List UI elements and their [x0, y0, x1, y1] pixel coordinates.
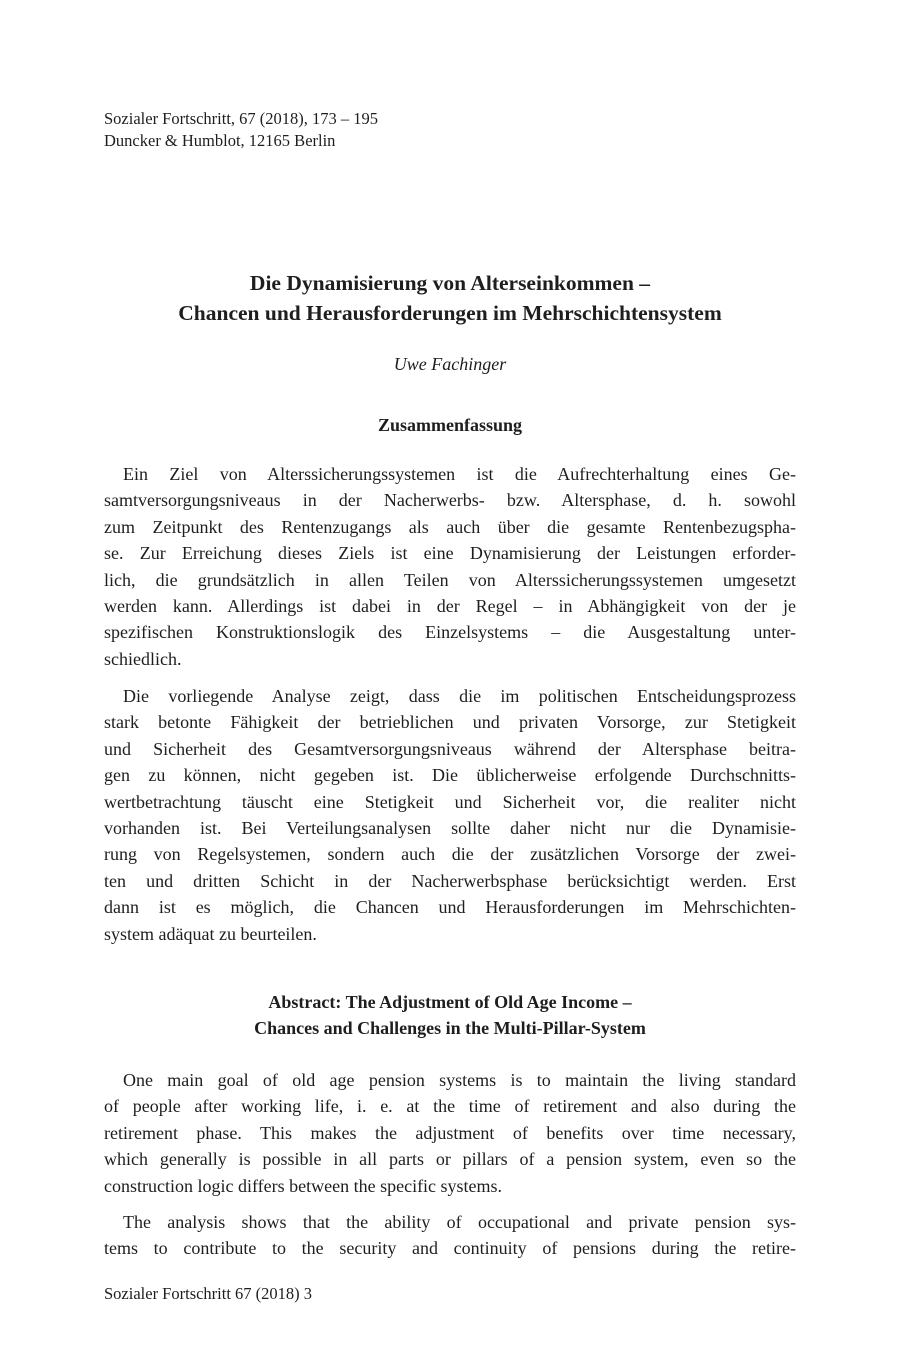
text-line: werden kann. Allerdings ist dabei in der Regel – in Abhängigkeit von der je — [104, 595, 796, 616]
text-line: dann ist es möglich, die Chancen und Herausforderungen im Mehrschichten- — [104, 897, 796, 918]
journal-header — [104, 108, 378, 152]
abstract-heading-line-1: Abstract: The Adjustment of Old Age Income – — [268, 992, 632, 1012]
text-line: spezifischen Konstruktionslogik des Einzelsystems – die Ausgestaltung unter- — [104, 622, 796, 643]
abstract-heading — [104, 989, 796, 1041]
abstract-paragraph-2 — [104, 1209, 796, 1262]
zusammenfassung-paragraph-1 — [104, 461, 796, 672]
text-line: Ein Ziel von Alterssicherungssystemen ist die Aufrechterhaltung eines Ge- — [123, 464, 796, 484]
publisher-line: Duncker & Humblot, 12165 Berlin — [104, 131, 336, 150]
text-line: samtversorgungsniveaus in der Nacherwerbs- bzw. Altersphase, d. h. sowohl — [104, 490, 796, 511]
text-line: of people after working life, i. e. at the time of retirement and also during the — [104, 1096, 796, 1117]
abstract-paragraph-1 — [104, 1067, 796, 1199]
article-title-line-2: Chancen und Herausforderungen im Mehrschichtensystem — [178, 301, 722, 325]
text-line: se. Zur Erreichung dieses Ziels ist eine Dynamisierung der Leistungen erforder- — [104, 543, 796, 564]
text-line: system adäquat zu beurteilen. — [104, 923, 317, 944]
text-line: gen zu können, nicht gegeben ist. Die üblicherweise erfolgende Durchschnitts- — [104, 765, 796, 786]
text-line: rung von Regelsystemen, sondern auch die der zusätzlichen Vorsorge der zwei- — [104, 844, 796, 865]
text-line: tems to contribute to the security and continuity of pensions during the retire- — [104, 1238, 796, 1259]
author-name: Uwe Fachinger — [393, 354, 507, 374]
text-line: construction logic differs between the specific systems. — [104, 1175, 503, 1196]
article-title — [104, 268, 796, 328]
text-line: ten und dritten Schicht in der Nacherwerbsphase berücksichtigt werden. Erst — [104, 870, 796, 891]
text-line: retirement phase. This makes the adjustment of benefits over time necessary, — [104, 1122, 796, 1143]
text-line: und Sicherheit des Gesamtversorgungsniveaus während der Altersphase beitra- — [104, 738, 796, 759]
text-line: stark betonte Fähigkeit der betrieblichen und privaten Vorsorge, zur Stetigkeit — [104, 712, 796, 733]
text-line: One main goal of old age pension systems is to maintain the living standard — [123, 1070, 796, 1090]
text-line: wertbetrachtung täuscht eine Stetigkeit und Sicherheit vor, die realiter nicht — [104, 791, 796, 812]
text-line: The analysis shows that the ability of occupational and private pension sys- — [123, 1212, 796, 1232]
zusammenfassung-heading-text: Zusammenfassung — [377, 415, 523, 435]
abstract-heading-line-2: Chances and Challenges in the Multi-Pillar-System — [254, 1018, 646, 1038]
text-line: vorhanden ist. Bei Verteilungsanalysen sollte daher nicht nur die Dynamisie- — [104, 817, 796, 838]
text-line: which generally is possible in all parts or pillars of a pension system, even so the — [104, 1149, 796, 1170]
text-line: zum Zeitpunkt des Rentenzugangs als auch über die gesamte Rentenbezugspha- — [104, 516, 796, 537]
zusammenfassung-heading — [104, 412, 796, 438]
text-line: schiedlich. — [104, 648, 182, 669]
page-footer: Sozialer Fortschritt 67 (2018) 3 — [104, 1284, 313, 1303]
text-line: lich, die grundsätzlich in allen Teilen von Alterssicherungssystemen umgesetzt — [104, 569, 796, 590]
zusammenfassung-paragraph-2 — [104, 683, 796, 947]
article-title-line-1: Die Dynamisierung von Alterseinkommen – — [249, 271, 651, 295]
journal-citation: Sozialer Fortschritt, 67 (2018), 173 – 195 — [104, 109, 379, 128]
text-line: Die vorliegende Analyse zeigt, dass die im politischen Entscheidungsprozess — [123, 686, 796, 706]
